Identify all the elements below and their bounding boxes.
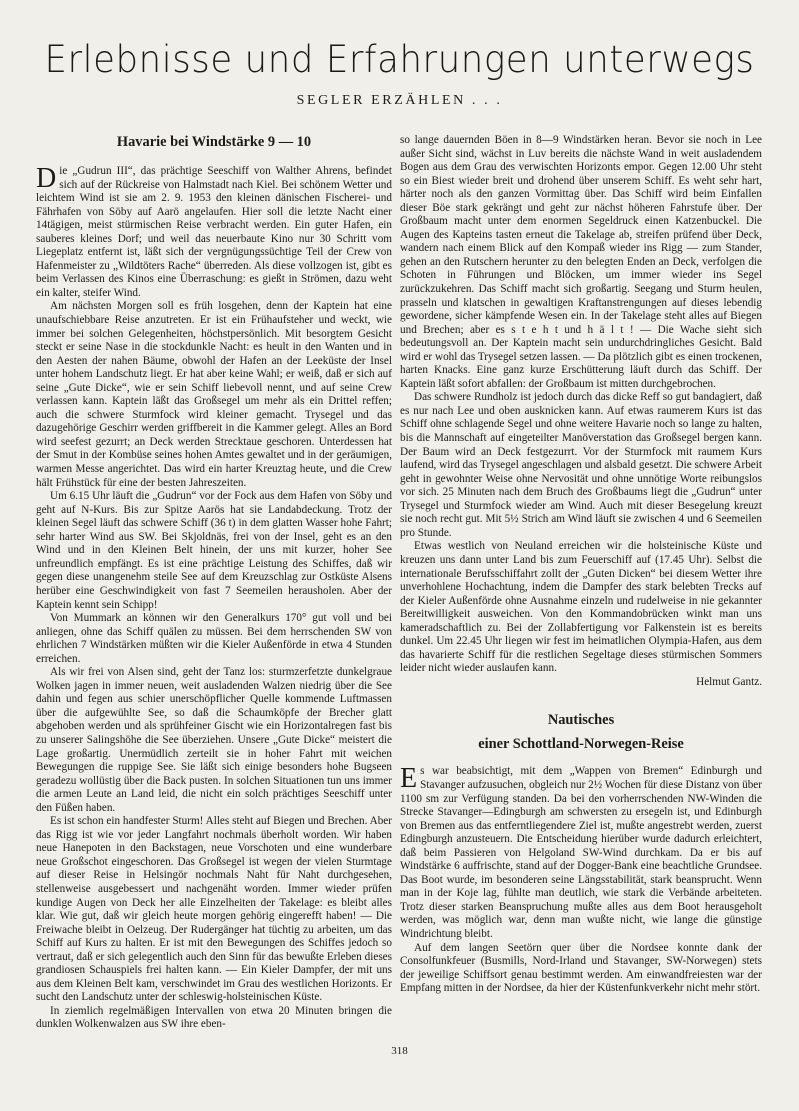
- right-column: [400, 134, 762, 1064]
- article-paragraph: Es ist schon ein handfester Sturm! Alles steht auf Biegen und Brechen. Aber das Rigg ist wie vor jeder Langfahrt nochmals überholt worden. Wir haben neue Hanepoten in den Backstagen, neue Vorschoten und eine wunderbare neue Großschot eingeschoren. Das Großsegel ist wegen der vielen Sturmtage auf dieser Reise in Helsingör nochmals Naht für Naht durchgesehen, stellenweise ausgebessert und nachgenäht worden. Immer wieder prüfen kundige Augen von Deck her alle Einzelheiten der Takelage: es bleibt alles klar. Wie gut, daß wir gleich heute morgen gehörig eingerefft haben! — Die Freiwache bleibt in Oelzeug. Der Rudergänger hat tüchtig zu arbeiten, um das Schiff auf Kurs zu halten. Er ist mit den Bewegungen des Schiffes jedoch so vertraut, daß er sich gelegentlich auch den Sinn für das bewußte Erleben dieses grandiosen Schauspiels frei halten kann. — Ein Kieler Dampfer, der mit uns aus dem Kleinen Belt kam, verschwindet im Grau des westlichen Horizonts. Er sucht den Landschutz unter der schleswig-holsteinischen Küste.: [36, 815, 392, 1004]
- article-paragraph: Am nächsten Morgen soll es früh losgehen, denn der Kaptein hat eine unaufschiebbare Reise anzutreten. Er ist ein Frühaufsteher und weckt, wie immer bei solchen Gelegenheiten, höchstpersönlich. Mit besorgtem Gesicht steckt er seine Nase in die stockdunkle Nacht: es heult in den Wanten und in den Aesten der nahen Bäume, obwohl der Hafen an der Leeküste der Insel unter hohem Landschutz liegt. Er hat aber keine Wahl; er weiß, daß er sich auf seine „Gute Dicke“, wie er sein Schiff liebevoll nennt, und auf seine Crew verlassen kann. Kaptein läßt das Großsegel um mehr als ein Drittel reffen; auch die schwere Sturmfock wird kleiner gemacht. Trysegel und das dazugehörige Geschirr werden griffbereit in die Kammer gelegt. Alles an Bord wird seefest gezurrt; an Deck werden Strecktaue geschoren. Unterdessen hat der Smut in der Kombüse seines hohen Amtes gewaltet und in der geräumigen, warmen Messe angerichtet. Das wird ein harter Kreuztag heute, und die Crew hält Frühstück für eine der besten Jahreszeiten.: [36, 300, 392, 489]
- article-paragraph: Um 6.15 Uhr läuft die „Gudrun“ vor der Fock aus dem Hafen von Söby und geht auf N-Kurs. Bis zur Spitze Aarös hat sie Landabdeckung. Trotz der kleinen Segel läuft das schwere Schiff (36 t) in dem glatten Wasser hohe Fahrt; sehr harter Wind aus SW. Bei Skjoldnäs, frei von der Insel, geht es an den Wind und in den Kleinen Belt hinein, der uns mit kurzer, hoher See unfreundlich empfängt. Es ist eine prächtige Leistung des Schiffes, daß wir gegen diese unangenehm steile See auf dem Kreuzschlag zur Ostküste Alsens herüber eine Geschwindigkeit von fast 7 Seemeilen herausholen. Aber der Kaptein kennt sein Schipp!: [36, 490, 392, 611]
- article-paragraph: Die „Gudrun III“, das prächtige Seeschiff von Walther Ahrens, befindet sich auf der Rückreise von Halmstadt nach Kiel. Bei schönem Wetter und leichtem Wind ist sie am 2. 9. 1953 den kleinen dänischen Fischerei- und Fährhafen von Söby auf Aarö angelaufen. Hier soll die letzte Nacht einer 14tägigen, meist stürmischen Reise verbracht werden. Ein guter Hafen, ein sauberes kleines Dorf; und weil das neuerbaute Kino nur 30 Schritt vom Liegeplatz entfernt ist, läßt sich der vergnügungssüchtige Teil der Crew von Hafenmeister zu „Wildtöters Rache“ überreden. Als diese vollzogen ist, gibt es beim Verlassen des Kinos eine Überraschung: es gießt in Strömen, dazu weht ein kalter, steifer Wind.: [36, 163, 392, 299]
- page-subtitle: SEGLER ERZÄHLEN . . .: [296, 93, 503, 108]
- page-number: 318: [391, 1045, 408, 1057]
- article-paragraph: Etwas westlich von Neuland erreichen wir die holsteinische Küste und kreuzen uns dann unter Land bis zum Feuerschiff auf (17.45 Uhr). Selbst die internationale Berufsschiffahrt zollt der „Guten Dicken“ bei diesem Wetter ihre unverhohlene Hochachtung, indem die Dampfer des stark belebten Trecks auf der Kieler Außenförde ohne Ausnahme einzeln und rudelweise in nie gekannter Bereitwilligkeit ausweichen. Von den Kommandobrücken winkt man uns kameradschaftlich zu. Bei der Zollabfertigung vor Falkenstein ist es bereits dunkel. Um 22.45 Uhr liegen wir fest im heimatlichen Olympia-Hafen, aus dem das havarierte Schiff für die restlichen Segeltage dieses stürmischen Sommers leider nicht wieder auslaufen kann.: [400, 540, 762, 675]
- drop-cap: D: [36, 163, 57, 194]
- article-heading-line2: einer Schottland-Norwegen-Reise: [478, 736, 684, 753]
- article-paragraph: Von Mummark an können wir den Generalkurs 170° gut voll und bei anliegen, ohne das Schiff quälen zu müssen. Bei dem herrschenden SW von ehrlichen 7 Windstärken müßten wir die Kieler Außenförde in etwa 4 Stunden erreichen.: [36, 612, 392, 665]
- article-paragraph: so lange dauernden Böen in 8—9 Windstärken heran. Bevor sie noch in Lee außer Sicht sind, wächst in Luv bereits die nächste Wand in weit ausladendem Bogen aus dem Grau des verwischten Horizonts empor. Gegen 12.00 Uhr steht so ein Biest wieder breit und drohend über unserem Schiff. Es weht sehr hart, härter noch als den ganzen Vormittag über. Das Schiff wird beim Einfallen dieser Böe stark gekrängt und geht zur nächst höheren Fahrstufe über. Der Großbaum macht unter dem enormen Segeldruck einen Katzenbuckel. Die Augen des Kapteins tasten erneut die Takelage ab, streifen prüfend über Deck, wandern nach einem Blick auf den Kompaß wieder ins Rigg — zum Stander, gehen an den Rutschern herunter zu den belegten Enden an Deck, verfolgen die Schoten in Führungen und Blöcken, um immer wieder ins Segel zurückzukehren. Das Schiff macht sich großartig. Seegang und Sturm heulen, prasseln und klatschen in gewaltigen Kraftanstrengungen auf dieses lebendig gewordene, sicher kämpfende Wesen ein. In der Takelage steht alles auf Biegen und Brechen; aber es s t e h t und h ä l t ! — Die Wache sieht sich bedeutungsvoll an. Der Kaptein macht sein undurchdringliches Gesicht. Bald wird er wohl das Trysegel setzen lassen. — Da plötzlich gibt es einen trockenen, harten Knacks. Eine ganz kurze Erschütterung läuft durch das Schiff. Der Kaptein läßt sofort abfallen: der Großbaum ist mitten durchgebrochen.: [400, 134, 762, 390]
- left-column: [36, 131, 392, 1061]
- drop-cap: E: [400, 763, 418, 795]
- article-heading: Havarie bei Windstärke 9 — 10: [116, 134, 312, 150]
- article-paragraph: Als wir frei von Alsen sind, geht der Tanz los: sturmzerfetzte dunkelgraue Wolken jagen in immer neuen, weit ausladenden Walzen niedrig über die See dahin und fegen aus schier unerschöpflicher Quelle kommende Luftmassen über die aufgewühlte See, so daß die Schaumköpfe der Brecher glatt abgehoben werden und als sprühfeiner Gischt wie ein Horizontalregen fast bis zu unserer Salingshöhe die See überziehen. Unsere „Gute Dicke“ meistert die Lage großartig. Unermüdlich zerteilt sie in hoher Fahrt mit weichen Bewegungen die ruppige See. Sie läßt sich einige besonders hohe Bugseen geradezu wollüstig über die Back pusten. In solchen Situationen tun uns immer die armen Leute an Land leid, die nicht ein solch prächtiges Seeschiff unter den Füßen haben.: [36, 666, 392, 814]
- second-article: [400, 711, 762, 995]
- author-byline: Helmut Gantz.: [696, 675, 762, 688]
- article-paragraph: Das schwere Rundholz ist jedoch durch das dicke Reff so gut bandagiert, daß es nur nach Lee und oben ausknicken kann. Auf etwas raumerem Kurs ist das Schiff ohne schlagende Segel und ohne weitere Havarie noch so lange zu halten, bis die Mannschaft auf eingeteilter Manöverstation das Großsegel bergen kann. Der Baum wird an Deck festgezurrt. Vor der Sturmfock mit raumem Kurs laufend, wird das Trysegel angeschlagen und alsbald gesetzt. Die schwere Arbeit geht in gewohnter Weise ohne Nervosität und ohne unnötige Worte reibungslos vor sich. 25 Minuten nach dem Bruch des Großbaums liegt die „Gudrun“ unter Trysegel und Sturmfock wieder am Wind. Auch mit dieser Besegelung kreuzt sie noch recht gut. Mit 5½ Strich am Wind läuft sie zwischen 4 und 6 Seemeilen pro Stunde.: [400, 391, 762, 539]
- article-paragraph: Auf dem langen Seetörn quer über die Nordsee konnte dank der Consolfunkfeuer (Busmills, Nord-Irland und Stavanger, SW-Norwegen) stets der jeweilige Schiffsort genau bestimmt werden. Am einwandfreiesten war der Empfang mitten in der Nordsee, da hier der Küstenfunkverkehr nicht mehr stört.: [400, 941, 762, 995]
- article-heading: Nautisches: [547, 712, 615, 729]
- page-title: Erlebnisse und Erfahrungen unterwegs: [44, 38, 755, 81]
- article-paragraph: In ziemlich regelmäßigen Intervallen von etwa 20 Minuten bringen die dunklen Wolkenwalzen aus SW ihre eben-: [36, 1004, 392, 1031]
- article-paragraph: Es war beabsichtigt, mit dem „Wappen von Bremen“ Edinburgh und Stavanger aufzusuchen, obgleich nur 2½ Wochen für diese Distanz von über 1100 sm zur Verfügung standen. Da bei den vorherrschenden NW-Winden die Strecke Stavanger—Edingburgh am schwersten zu ersegeln ist, und Edinburgh von Bremen aus das entferntliegendere Ziel ist, mußte angestrebt werden, zuerst Edingburgh anzusteuern. Die Entscheidung hierüber wurde dadurch erleichtert, daß beim Passieren von Helgoland SW-Wind durchkam. Da er bis auf Windstärke 6 auffrischte, stand auf der Dogger-Bank eine beachtliche Grundsee. Das Boot wurde, im besonderen seine Längsstabilität, stark beansprucht. Wenn man in der Koje lag, fühlte man deutlich, wie stark die Verbände arbeiteten. Trotz dieser starken Beanspruchung mußte alles aus dem Boot herausgeholt werden, was möglich war, denn man wußte nicht, wie lange die günstige Windrichtung bleibt.: [400, 763, 762, 940]
